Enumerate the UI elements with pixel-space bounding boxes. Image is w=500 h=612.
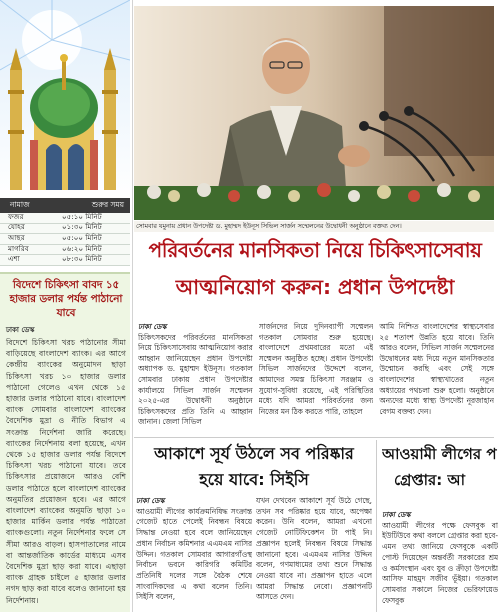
prayer-name: মাগরিব: [8, 243, 29, 253]
story2-headline-line1[interactable]: আকাশে সূর্য উঠলে সব পরিষ্কার: [154, 444, 354, 463]
story3-headline-line1[interactable]: আওয়ামী লীগের প: [382, 445, 497, 463]
prayer-time: ০৬:২০ মিনিট: [62, 243, 102, 253]
left-story-headline[interactable]: বিদেশে চিকিৎসা বাবদ ১৫ হাজার ডলার পর্যন্ত পাঠানো যাবে: [9, 279, 123, 319]
prayer-time: ০৮:৩০ মিনিট: [62, 254, 102, 264]
story3-dateline: ঢাকা ডেস্ক: [382, 511, 411, 519]
main-story-column: [138, 322, 253, 434]
prayer-name: আছর: [8, 232, 25, 242]
main-story-body: [138, 322, 494, 434]
story2-column: [136, 496, 252, 612]
press-conference-photo: [134, 6, 494, 220]
left-story-body: বিদেশে চিকিৎসা খরচ পাঠানোর সীমা বাড়িয়েছে বাংলাদেশ ব্যাংক। এর আগে কেন্দ্রীয় ব্যাংকের অনুমোদন ছাড়া চিকিৎসা খরচ ১০ হাজার ডলার পাঠানো গেলেও এখন থেকে ১৫ হাজার ডলার পাঠানো যাবে। বাংলাদেশ ব্যাংক সোমবার বাংলাদেশ ব্যাংকের বৈদেশিক মুদ্রা ও নীতি বিভাগ এ সংক্রান্ত নির্দেশনা জারি করেছে। ব্যাংকের নির্দেশনায় বলা হয়েছে, এখন থেকে ১৫ হাজার ডলার পর্যন্ত বিদেশে চিকিৎসা খরচ পাঠানো যাবে। তবে চিকিৎসার প্রয়োজনে আরও বেশি ডলার পাঠাতে হলে বাংলাদেশ ব্যাংকের অনুমতির প্রয়োজন হবে। এর আগে বাংলাদেশ ব্যাংকের অনুমতি ছাড়া ১০ হাজার মার্কিন ডলার পর্যন্ত পাঠাতো ব্যাংকগুলো। নতুন নির্দেশনার ফলে সে সীমা আরও বাড়ল। হাসপাতালের নামে বা আন্তর্জাতিক কার্ডের মাধ্যমে এসব বৈদেশিক মুদ্রা ছাড় করা যাবে। এছাড়া ব্যাংক গ্রাহক চাইলে ৫ হাজার ডলার নগদ ছাড় করা যাবে বলেও জানানো হয় নির্দেশনায়।: [6, 338, 126, 605]
prayer-name: এশা: [8, 254, 20, 264]
main-headline-line1[interactable]: পরিবর্তনের মানসিকতা নিয়ে চিকিৎসাসেবায়: [148, 238, 482, 262]
column-divider: [376, 440, 377, 612]
mosque-illustration: [0, 0, 130, 198]
story2-text: আওয়ামী লীগের কার্যক্রমনিষিদ্ধ সংক্রান্ত গেজেট হাতে পেলেই নিবন্ধন বিষয়ে সিদ্ধান্ত নেওয়া হবে বলে জানিয়েছেন প্রধান নির্বাচন কমিশনার এএমএম নাসির উদ্দিন। গতকাল সোমবার আগারগাঁওস্থ নির্বাচন ভবনে কারিগরি কমিটির প্রতিনিধি দলের সঙ্গে বৈঠক শেষে সাংবাদিকদের এ কথা বলেন তিনি। সিইসি বলেন,: [136, 506, 252, 602]
photo-caption: সোমবার যমুনায় প্রধান উপদেষ্টা ড. মুহাম্মদ ইউনূস সিভিল সার্জন সম্মেলনের উদ্বোধনী অনুষ্ঠানে বক্তব্য দেন।: [134, 221, 494, 232]
main-story-column: আমি নিশ্চিত বাংলাদেশের স্বাস্থ্যসেবার ২৫ শতাংশ উন্নতি হয়ে যাবে। তিনি আরও বলেন, সিভিল সার্জন সম্মেলনের উদ্বোধনের মধ্য দিয়ে নতুন মানসিকতার উন্মোচন করছি এবং সেই সঙ্গে বাংলাদেশের স্বাস্থ্যখাতের নতুন অধ্যায়ের পথচলা শুরু হলো। অনুষ্ঠানে অন্যদের মধ্যে স্বাস্থ্য উপদেষ্টা নূরজাহান বেগম বক্তব্য দেন।: [379, 322, 495, 416]
prayer-name: যোহর: [8, 222, 25, 232]
story2-dateline: ঢাকা ডেস্ক: [136, 497, 165, 505]
prayer-row: [0, 255, 130, 266]
prayer-time: ০৫:১০ মিনিট: [62, 211, 102, 221]
prayer-times-table: [0, 198, 130, 266]
main-story-column: সার্জনদের নিয়ে দুদিনব্যাপী সম্মেলন গতকাল সোমবার শুরু হয়েছে। বাংলাদেশে প্রথমবারের মতো এই সম্মেলন অনুষ্ঠিত হচ্ছে। প্রধান উপদেষ্টা সিভিল সার্জনদের উদ্দেশে বলেন, আমাদের সমস্ত চিকিৎসা সরঞ্জাম ও সুযোগ-সুবিধা রয়েছে, এই পরিস্থিতির মধ্যে যদি আমরা পরিবর্তনের জন্য নিজের মন ঠিক করতে পারি, তাহলে: [258, 322, 374, 416]
section-divider: [134, 437, 494, 438]
story2-column: যখন দেখবেন আকাশে সূর্য উঠে গেছে, তখন সব পরিষ্কার হয়ে যাবে, অপেক্ষা করেন। উনি বলেন, আমরা এখনো গেজেট নোটিফিকেশন টা পাই নি। প্রজ্ঞাপন হলেই নিবন্ধন বিষয়ে সিদ্ধান্ত জানানো হবে। এএমএম নাসির উদ্দিন বলেন, গণমাধ্যমের তথ্য শুনে সিদ্ধান্ত নেওয়া যাবে না। প্রজ্ঞাপন হাতে এলে আমরা সিদ্ধান্ত নেবো। প্রজ্ঞাপনটি আসতে দেন।: [256, 496, 372, 602]
column-divider: [132, 0, 133, 612]
prayer-table-header: [0, 198, 130, 213]
prayer-time: ০৫:০০ মিনিট: [62, 232, 102, 242]
left-story-dateline: ঢাকা ডেস্ক: [6, 326, 35, 334]
story3-headline-line2[interactable]: গ্রেপ্তার: আ: [394, 471, 465, 489]
prayer-name: ফজর: [8, 211, 24, 221]
main-story-dateline: ঢাকা ডেস্ক: [138, 323, 167, 331]
prayer-header-time: শুরুর সময়: [91, 199, 124, 209]
mosque-icon: [0, 0, 130, 198]
left-news-story: [0, 272, 130, 612]
story2-headline-line2[interactable]: হয়ে যাবে: সিইসি: [199, 470, 309, 489]
story3-text: আওয়ামী লীগের পক্ষে ফেসবুক বা ইউটিউবে কথা বললে গ্রেপ্তার করা হবে-এমন তথ্য জানিয়ে ফেসবুকে একটি পোস্ট দিয়েছেন অন্তর্বর্তী সরকারের শ্রম ও কর্মসংস্থান এবং যুব ও ক্রীড়া উপদেষ্টা আসিফ মাহমুদ সজীব ভূঁইয়া। গতকাল সোমবার সকালে নিজের ভেরিফায়েড ফেসবুক: [382, 520, 498, 605]
lead-photo: [134, 6, 494, 220]
main-headline-line2[interactable]: আত্মনিয়োগ করুন: প্রধান উপদেষ্টা: [175, 275, 455, 299]
main-story-text: চিকিৎসকদের পরিবর্তনের মানসিকতা নিয়ে চিকিৎসাসেবায় আত্মনিয়োগ করার আহ্বান জানিয়েছেন প্রধান উপদেষ্টা অধ্যাপক ড. মুহাম্মদ ইউনূস। গতকাল সোমবার ঢাকায় প্রধান উপদেষ্টার কার্যালয়ে সিভিল সার্জন সম্মেলন ২০২৫-এর উদ্বোধনী অনুষ্ঠানে চিকিৎসকদের প্রতি তিনি এ আহ্বান জানান। জেলা সিভিল: [138, 332, 253, 427]
prayer-header-name: নামাজ: [10, 199, 30, 209]
prayer-time: ০১:৩০ মিনিট: [62, 222, 102, 232]
story3-body: [382, 510, 498, 612]
